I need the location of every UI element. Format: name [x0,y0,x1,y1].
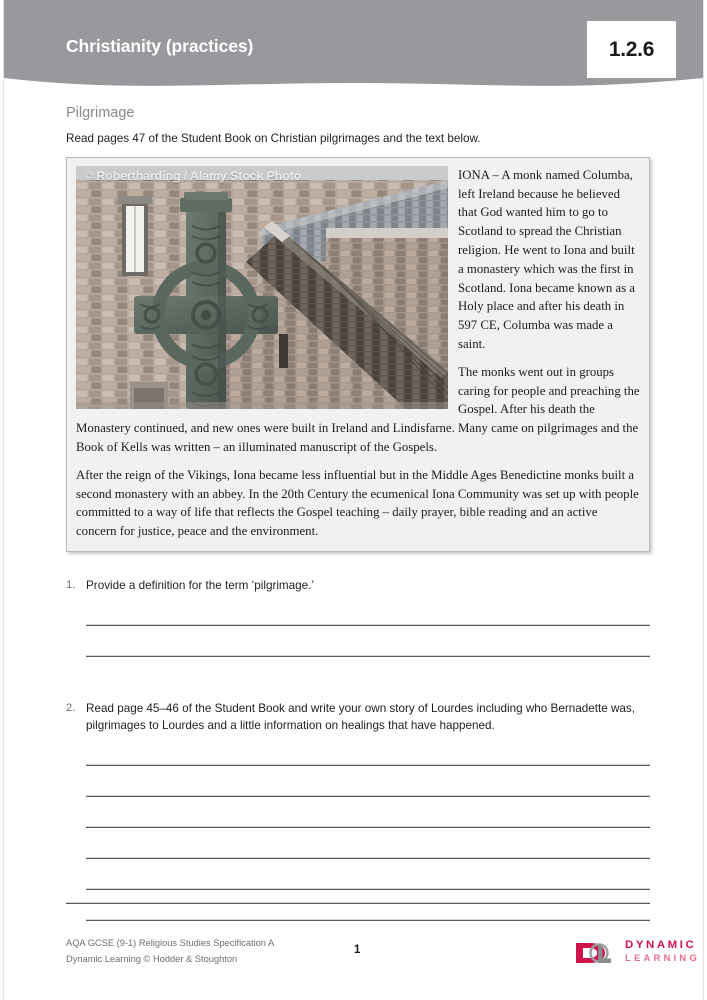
footer-divider [66,902,650,904]
footer-credits [66,935,274,968]
answer-line[interactable] [86,857,650,859]
main-content [66,105,650,921]
question-2-text: Read page 45–46 of the Student Book and write your own story of Lourdes including who Bernadette was, pilgrimages to Lourdes and a little information on healings that have happened. [86,701,636,732]
answer-line[interactable] [86,919,650,921]
dynamic-learning-mark-icon [574,940,620,966]
dynamic-learning-logo [574,938,700,968]
worksheet-page [4,0,703,1000]
footer-line-1: AQA GCSE (9-1) Religious Studies Specification A [66,938,275,948]
footer-line-2: Dynamic Learning © Hodder & Stoughton [66,954,238,965]
information-panel [66,157,650,552]
page-header [4,0,703,100]
page-footer [66,935,700,980]
question-1-answer-area[interactable] [86,624,650,657]
question-2-number: 2. [66,701,76,714]
section-title: Pilgrimage [66,105,135,121]
answer-line[interactable] [86,764,650,766]
answer-line[interactable] [86,795,650,797]
photo-watermark: © Robertharding / Alamy Stock Photo [84,168,302,183]
panel-paragraph-3: After the reign of the Vikings, Iona became less influential but in the Middle Ages Benedictine monks built a second monastery with an abbey. In the 20th Century the ecumenical Iona Community was set up with people committed to a way of life that reflects the Gospel teaching – daily prayer, bible reading and an active concern for justice, peace and the environment. [76,467,639,539]
page-number: 1 [354,944,361,956]
panel-paragraph-1: IONA – A monk named Columba, left Ireland because he believed that God wanted him to go to Scotland to spread the Christian religion. He went to Iona and built a monastery which was the first in Scotland. Iona became known as a Holy place and after his death in 597 CE, Columba was made a saint. [458,167,635,351]
answer-line[interactable] [86,826,650,828]
panel-paragraph-2: The monks went out in groups caring for people and preaching the Gospel. After his death the Monastery continued, and new ones were built in Ireland and Lindisfarne. Many came on pilgrimages and the Book of Kells was written – an illuminated manuscript of the Gospels. [76,364,640,454]
answer-line[interactable] [86,624,650,626]
question-2 [66,701,650,735]
question-1 [66,578,650,595]
answer-line[interactable] [86,888,650,890]
reading-instruction: Read pages 47 of the Student Book on Christian pilgrimages and the text below. [66,132,481,145]
page-title: Christianity (practices) [66,36,254,56]
questions-section [66,578,650,921]
spec-reference-text: 1.2.6 [608,37,655,61]
logo-secondary-text: LEARNING [625,952,700,964]
iona-photo [76,166,448,409]
spec-reference-badge [587,21,676,78]
question-1-number: 1. [66,578,76,591]
question-2-answer-area[interactable] [86,764,650,921]
answer-line[interactable] [86,655,650,657]
logo-primary-text: DYNAMIC [625,939,697,951]
logo-wordmark [625,940,700,964]
photo-illustration [76,166,448,409]
question-1-text: Provide a definition for the term ‘pilgrimage.’ [86,578,315,592]
